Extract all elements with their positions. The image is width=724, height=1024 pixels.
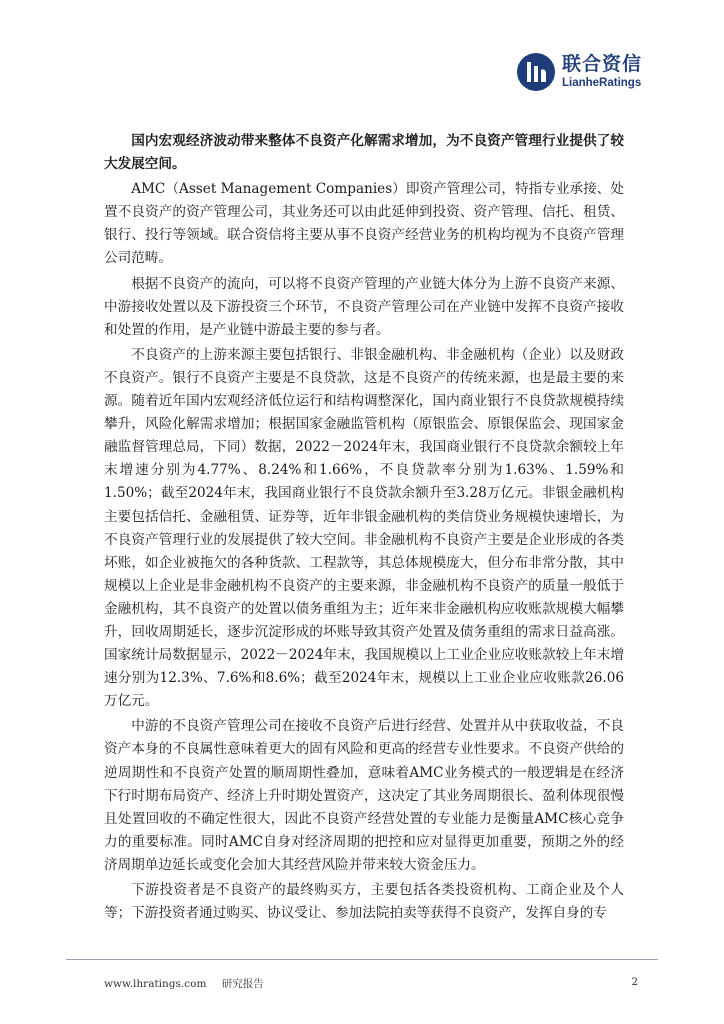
footer-info — [104, 976, 264, 991]
footer-website-link[interactable]: www.lhratings.com — [104, 978, 207, 990]
paragraph-midstream-amc: 中游的不良资产管理公司在接收不良资产后进行经营、处置并从中获取收益，不良资产本身的不良属性意味着更大的固有风险和更高的经营专业性要求。不良资产供给的逆周期性和不良资产处置的顺周期性叠加，意味着AMC业务模式的一般逻辑是在经济下行时期布局资产、经济上升时期处置资产，这决定了其业务周期很长、盈利体现很慢且处置回收的不确定性很大，因此不良资产经营处置的专业能力是衡量AMC核心竞争力的重要标准。同时AMC自身对经济周期的把控和应对显得更加重要，预期之外的经济周期单边延长或变化会加大其经营风险并带来较大资金压力。 — [104, 718, 624, 873]
header-logo — [516, 52, 642, 92]
report-body — [104, 130, 624, 927]
logo-chinese-name: 联合资信 — [561, 52, 642, 75]
logo-english-name: LianheRatings — [561, 76, 642, 89]
page-number: 2 — [631, 976, 638, 988]
section-lead-paragraph: 国内宏观经济波动带来整体不良资产化解需求增加，为不良资产管理行业提供了较大发展空间。 — [104, 133, 624, 173]
paragraph-amc-definition: AMC（Asset Management Companies）即资产管理公司，特指专业承接、处置不良资产的资产管理公司，其业务还可以由此延伸到投资、资产管理、信托、租赁、银行、投行等领域。联合资信将主要从事不良资产经营业务的机构均视为不良资产管理公司范畴。 — [104, 181, 624, 267]
paragraph-upstream-sources: 不良资产的上游来源主要包括银行、非银金融机构、非金融机构（企业）以及财政不良资产。银行不良资产主要是不良贷款，这是不良资产的传统来源，也是最主要的来源。随着近年国内宏观经济低位运行和结构调整深化，国内商业银行不良贷款规模持续攀升，风险化解需求增加；根据国家金融监管机构（原银监会、原银保监会、现国家金融监督管理总局，下同）数据，2022－2024年末，我国商业银行不良贷款余额较上年末增速分别为4.77%、8.24%和1.66%，不良贷款率分别为1.63%、1.59%和1.50%；截至2024年末，我国商业银行不良贷款余额升至3.28万亿元。非银金融机构主要包括信托、金融租赁、证券等，近年非银金融机构的类信贷业务规模快速增长，为不良资产管理行业的发展提供了较大空间。非金融机构不良资产主要是企业形成的各类坏账，如企业被拖欠的各种货款、工程款等，其总体规模庞大，但分布非常分散，其中规模以上企业是非金融机构不良资产的主要来源，非金融机构不良资产的质量一般低于金融机构，其不良资产的处置以债务重组为主；近年来非金融机构应收账款规模大幅攀升，回收周期延长，逐步沉淀形成的坏账导致其资产处置及债务重组的需求日益高涨。国家统计局数据显示，2022－2024年末，我国规模以上工业企业应收账款较上年末增速分别为12.3%、7.6%和8.6%；截至2024年末，规模以上工业企业应收账款26.06万亿元。 — [104, 346, 624, 710]
footer-report-type: 研究报告 — [221, 978, 264, 990]
paragraph-downstream-investors: 下游投资者是不良资产的最终购买方，主要包括各类投资机构、工商企业及个人等；下游投资者通过购买、协议受让、参加法院拍卖等获得不良资产，发挥自身的专 — [104, 882, 624, 922]
footer-divider — [66, 959, 658, 960]
lianhe-logo-icon — [516, 52, 556, 92]
paragraph-industry-chain: 根据不良资产的流向，可以将不良资产管理的产业链大体分为上游不良资产来源、中游接收处置以及下游投资三个环节，不良资产管理公司在产业链中发挥不良资产接收和处置的作用，是产业链中游最主要的参与者。 — [104, 275, 624, 338]
